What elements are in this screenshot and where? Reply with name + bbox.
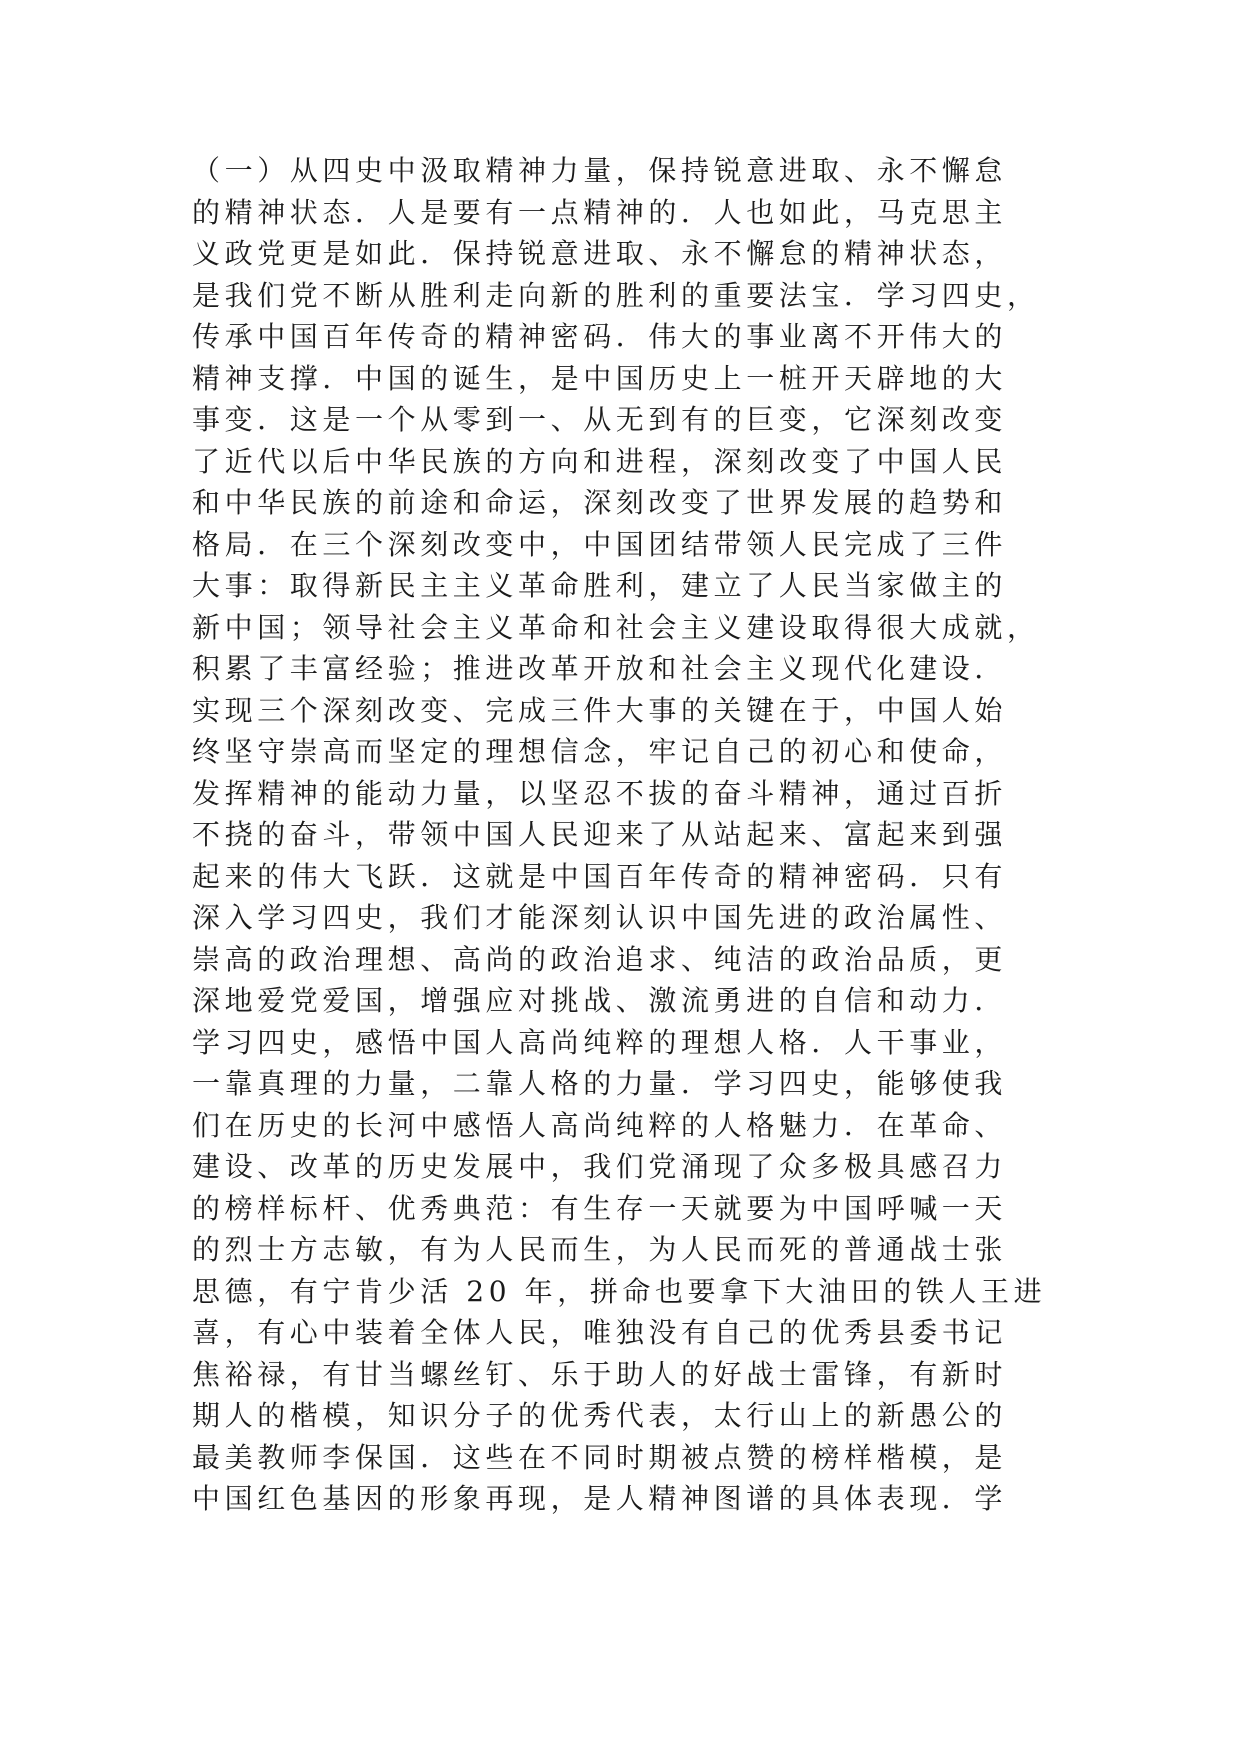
text-line-23: 一靠真理的力量，二靠人格的力量．学习四史，能够使我 (192, 1067, 1008, 1100)
text-line-8: 了近代以后中华民族的方向和进程，深刻改变了中国人民 (192, 444, 1008, 478)
text-line-7: 事变．这是一个从零到一、从无到有的巨变，它深刻改变 (192, 403, 1008, 436)
text-line-29: 喜，有心中装着全体人民，唯独没有自己的优秀县委书记 (192, 1316, 1008, 1349)
text-line-15: 终坚守崇高而坚定的理想信念，牢记自己的初心和使命， (192, 735, 1008, 768)
text-line-3: 义政党更是如此．保持锐意进取、永不懈怠的精神状态， (192, 237, 1008, 270)
text-line-5: 传承中国百年传奇的精神密码．伟大的事业离不开伟大的 (192, 320, 1008, 353)
text-line-30: 焦裕禄，有甘当螺丝钉、乐于助人的好战士雷锋，有新时 (192, 1357, 1008, 1391)
text-line-22: 学习四史，感悟中国人高尚纯粹的理想人格．人干事业， (192, 1025, 1008, 1059)
text-line-25: 建设、改革的历史发展中，我们党涌现了众多极具感召力 (192, 1150, 1008, 1183)
text-line-1: （一）从四史中汲取精神力量，保持锐意进取、永不懈怠 (192, 154, 1008, 187)
text-line-27: 的烈士方志敏，有为人民而生，为人民而死的普通战士张 (192, 1233, 1008, 1266)
text-line-33: 中国红色基因的形象再现，是人精神图谱的具体表现．学 (192, 1482, 1008, 1515)
body-paragraph (192, 150, 1072, 1520)
text-line-4: 是我们党不断从胜利走向新的胜利的重要法宝．学习四史， (192, 278, 1040, 312)
text-line-20: 崇高的政治理想、高尚的政治追求、纯洁的政治品质，更 (192, 942, 1008, 976)
text-line-17: 不挠的奋斗，带领中国人民迎来了从站起来、富起来到强 (192, 818, 1008, 851)
text-line-32: 最美教师李保国．这些在不同时期被点赞的榜样楷模，是 (192, 1440, 1008, 1474)
text-line-16: 发挥精神的能动力量，以坚忍不拔的奋斗精神，通过百折 (192, 776, 1008, 810)
text-line-14: 实现三个深刻改变、完成三件大事的关键在于，中国人始 (192, 693, 1008, 727)
text-line-10: 格局．在三个深刻改变中，中国团结带领人民完成了三件 (192, 527, 1008, 561)
text-line-2: 的精神状态．人是要有一点精神的．人也如此，马克思主 (192, 195, 1008, 229)
text-line-28: 思德，有宁肯少活 20 年，拼命也要拿下大油田的铁人王进 (192, 1274, 1047, 1308)
text-line-6: 精神支撑．中国的诞生，是中国历史上一桩开天辟地的大 (192, 361, 1008, 395)
text-line-26: 的榜样标杆、优秀典范：有生存一天就要为中国呼喊一天 (192, 1191, 1008, 1225)
text-line-12: 新中国；领导社会主义革命和社会主义建设取得很大成就， (192, 610, 1040, 644)
text-line-11: 大事：取得新民主主义革命胜利，建立了人民当家做主的 (192, 569, 1008, 602)
text-line-24: 们在历史的长河中感悟人高尚纯粹的人格魅力．在革命、 (192, 1108, 1008, 1142)
text-line-19: 深入学习四史，我们才能深刻认识中国先进的政治属性、 (192, 901, 1008, 934)
text-line-13: 积累了丰富经验；推进改革开放和社会主义现代化建设． (192, 652, 1008, 685)
text-line-9: 和中华民族的前途和命运，深刻改变了世界发展的趋势和 (192, 486, 1008, 519)
text-line-18: 起来的伟大飞跃．这就是中国百年传奇的精神密码．只有 (192, 859, 1008, 893)
text-line-21: 深地爱党爱国，增强应对挑战、激流勇进的自信和动力． (192, 984, 1008, 1017)
text-line-31: 期人的楷模，知识分子的优秀代表，太行山上的新愚公的 (192, 1399, 1008, 1432)
